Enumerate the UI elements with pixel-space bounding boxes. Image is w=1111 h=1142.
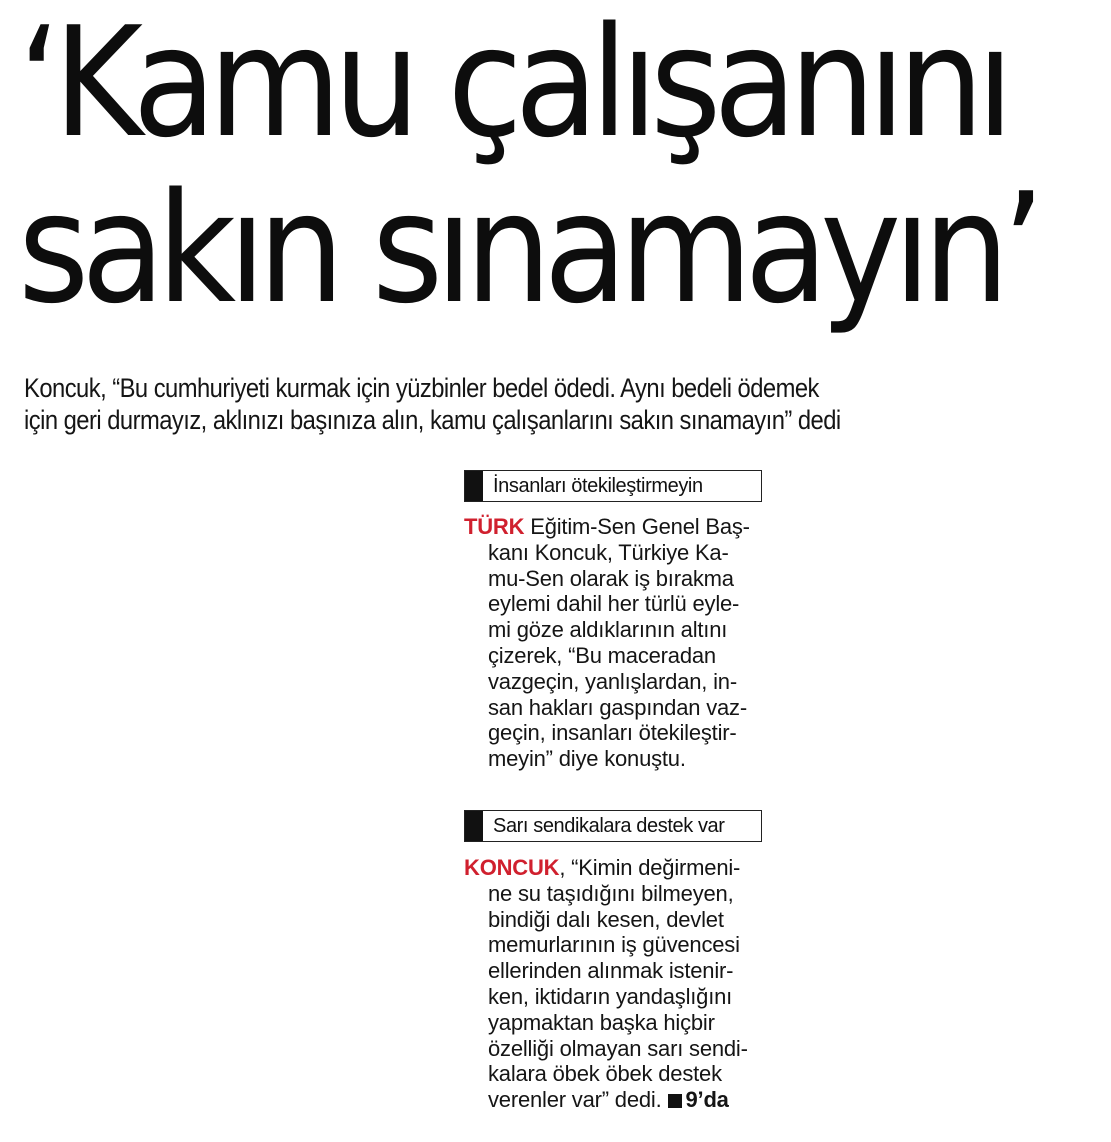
text-line: meyin” diye konuştu. <box>488 746 686 772</box>
headline-line-1: ‘Kamu çalışanını <box>18 0 1007 171</box>
text-line: ellerinden alınmak istenir- <box>488 958 734 984</box>
text-line: çizerek, “Bu maceradan <box>488 642 716 668</box>
text-line: ne su taşıdığını bilmeyen, <box>488 880 734 906</box>
text-run: verenler var” dedi. <box>488 1087 662 1113</box>
text-line: mu-Sen olarak iş bırakma <box>488 565 734 591</box>
article-column-1 <box>464 514 764 772</box>
text-line: san hakları gaspından vaz- <box>488 694 747 720</box>
article-column-2 <box>464 855 764 1113</box>
text-line <box>464 1087 764 1113</box>
text-line: mi göze aldıklarının altını <box>488 617 728 643</box>
text-line <box>464 855 764 881</box>
lede <box>24 372 841 436</box>
subhead-sari-sendika <box>464 810 762 842</box>
text-line: kanı Koncuk, Türkiye Ka- <box>488 539 729 565</box>
text-line: bindiği dalı kesen, devlet <box>488 906 724 932</box>
subhead-label: Sarı sendikalara destek var <box>493 814 725 837</box>
subhead-bar <box>465 811 483 841</box>
text-line: yapmaktan başka hiçbir <box>488 1009 715 1035</box>
subhead-ötekileştirme <box>464 470 762 502</box>
headline-line-2: sakın sınamayın’ <box>18 160 1037 337</box>
lead-word: TÜRK <box>464 514 525 539</box>
headline <box>18 0 1108 337</box>
text-line <box>464 514 764 540</box>
text-line: memurlarının iş güvencesi <box>488 932 740 958</box>
text-line: vazgeçin, yanlışlardan, in- <box>488 668 737 694</box>
text-line: eylemi dahil her türlü eyle- <box>488 591 740 617</box>
subhead-bar <box>465 471 483 501</box>
lede-line-2: için geri durmayız, aklınızı başınıza alın, kamu çalışanlarını sakın sınamayın” dedi <box>24 405 841 435</box>
lead-word: KONCUK <box>464 855 560 880</box>
text-line: özelliği olmayan sarı sendi- <box>488 1035 748 1061</box>
text-line: kalara öbek öbek destek <box>488 1061 722 1087</box>
text-run: Eğitim-Sen Genel Baş- <box>524 514 750 539</box>
text-line: geçin, insanları ötekileştir- <box>488 720 737 746</box>
text-run: , “Kimin değirmeni- <box>559 855 741 880</box>
continued-page-ref: 9’da <box>685 1087 729 1113</box>
subhead-label: İnsanları ötekileştirmeyin <box>493 474 703 497</box>
text-line: ken, iktidarın yandaşlığını <box>488 983 733 1009</box>
lede-line-1: Koncuk, “Bu cumhuriyeti kurmak için yüzbinler bedel ödedi. Aynı bedeli ödemek <box>24 373 819 403</box>
continued-square-icon <box>668 1094 682 1108</box>
